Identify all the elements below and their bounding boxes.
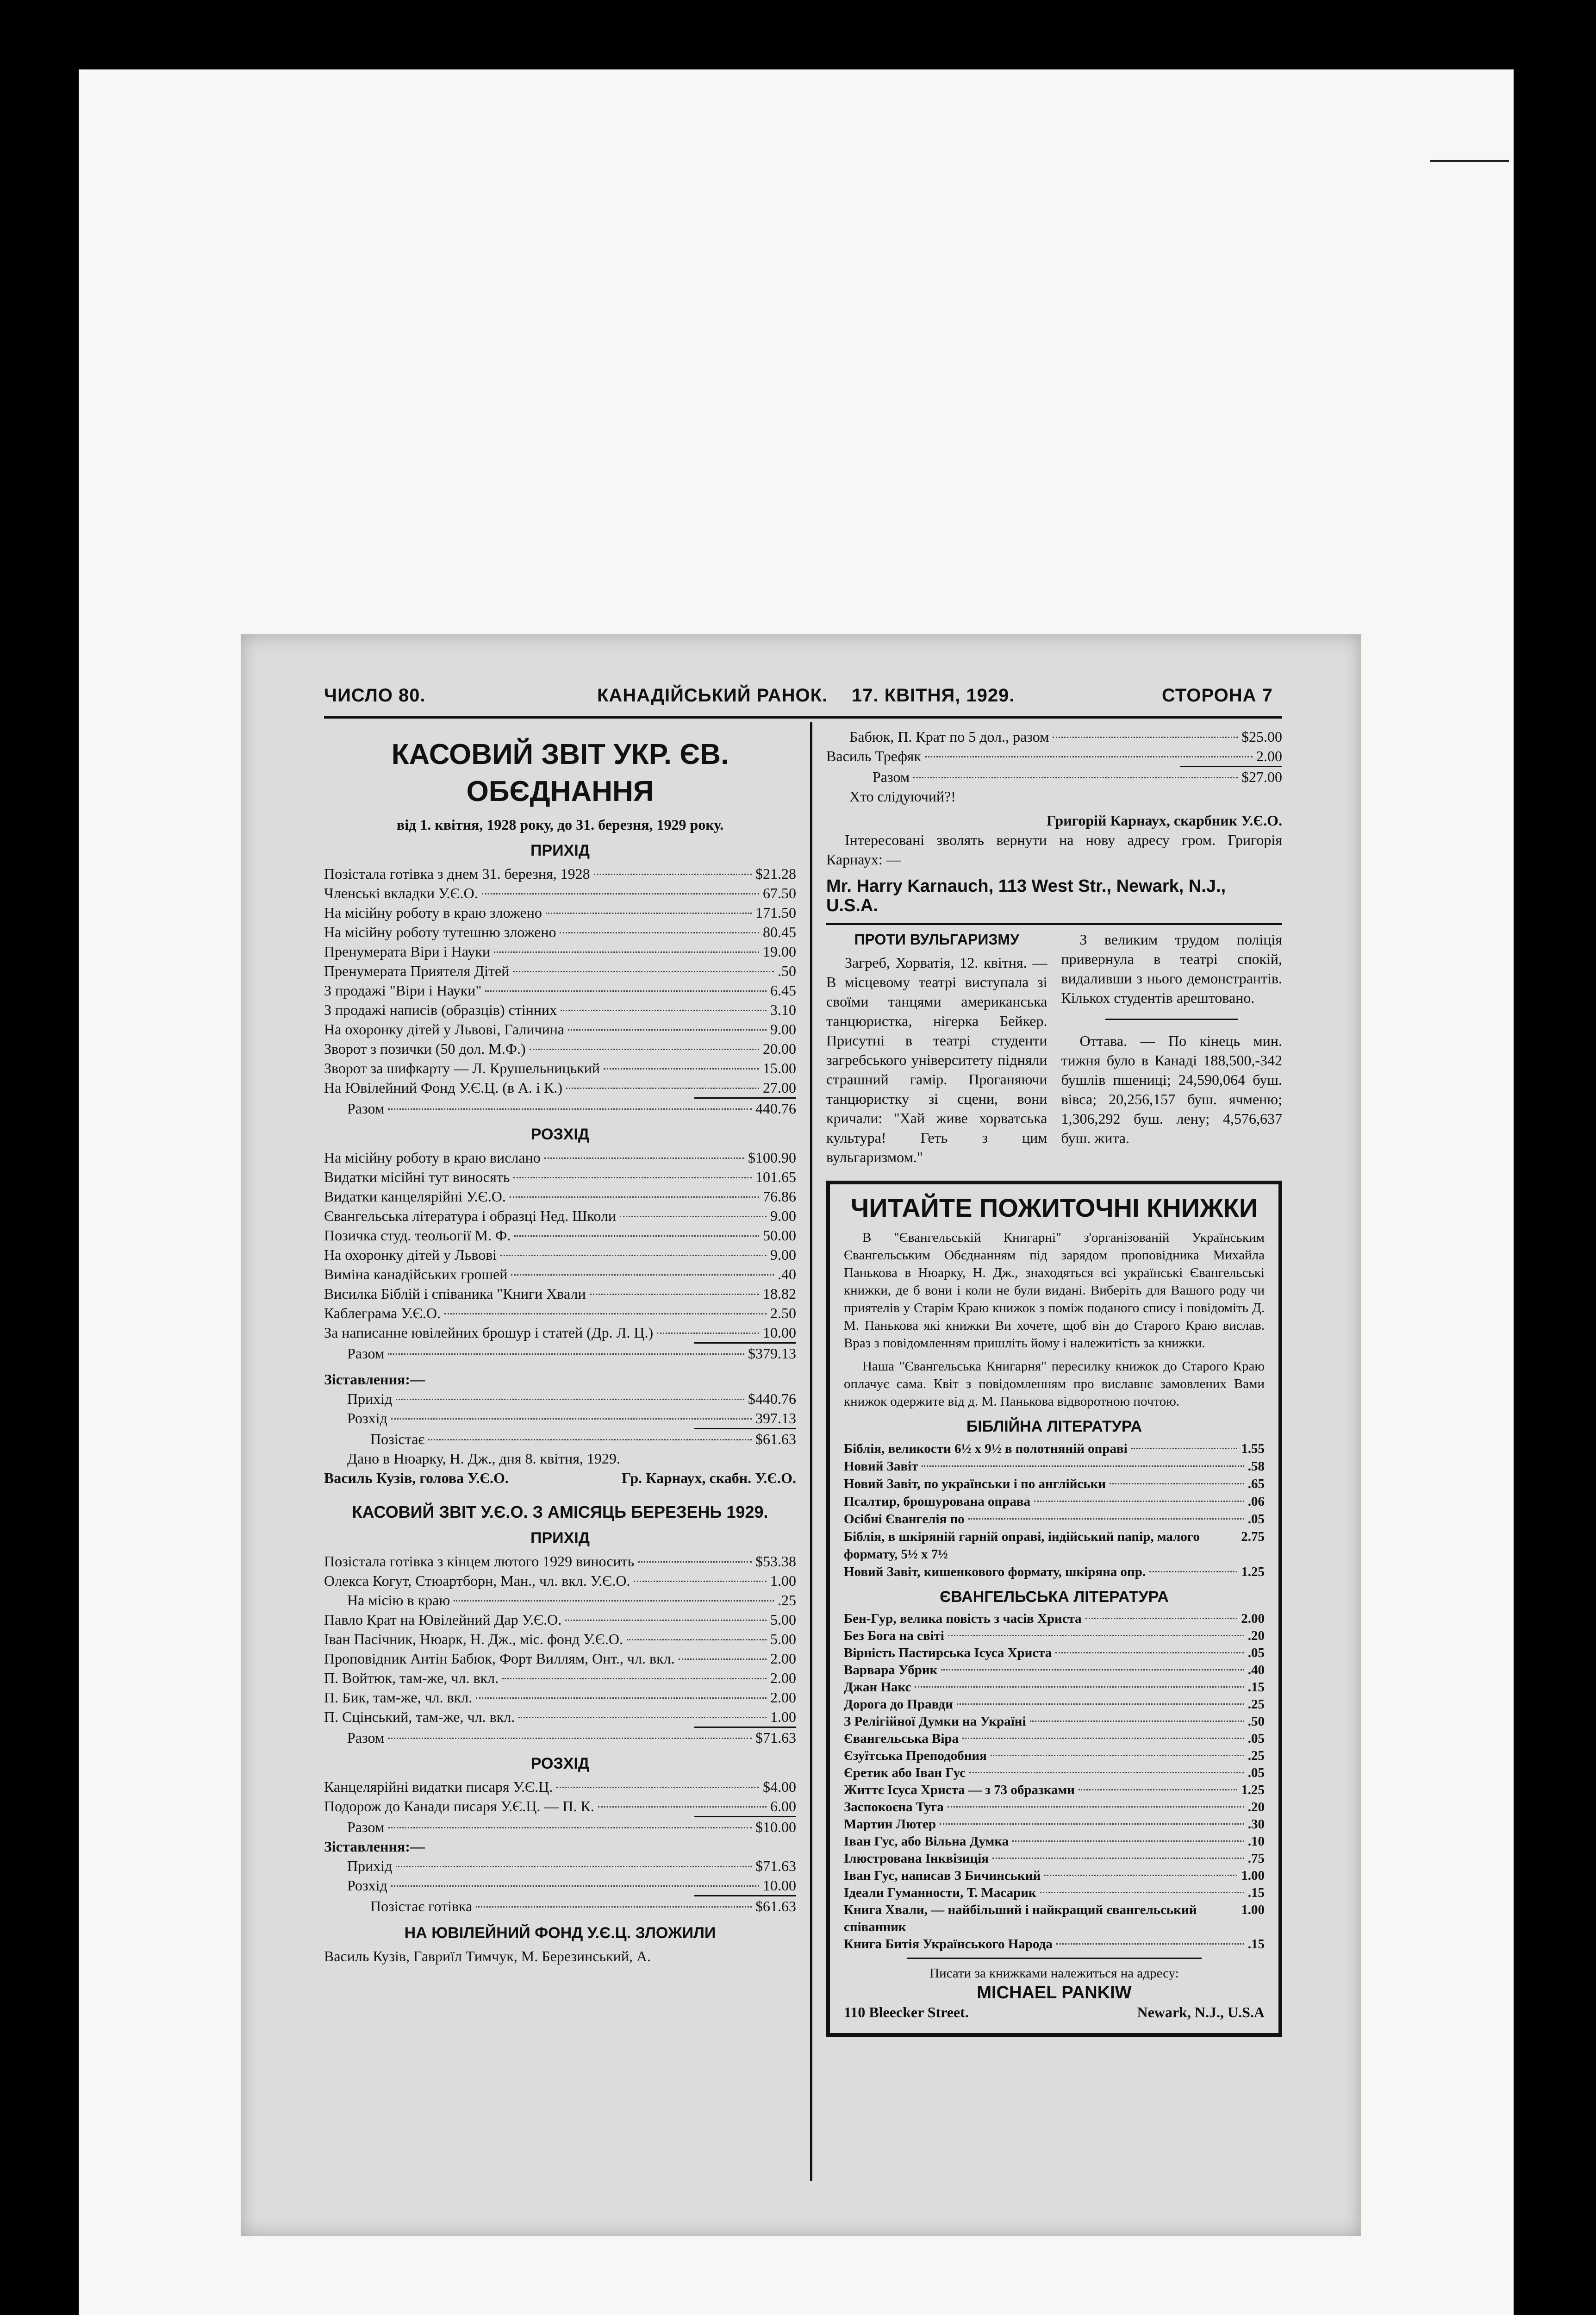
report2-income-total: Разом $71.63: [347, 1729, 796, 1746]
book-row: Мартин Лютер .30: [844, 1817, 1265, 1832]
report2-title: КАСОВИЙ ЗВІТ У.Є.О. З АМІСЯЦЬ БЕРЕЗЕНЬ 1929.: [352, 1502, 768, 1521]
report1-remain: Позістає $61.63: [370, 1431, 796, 1447]
book-row: Єретик або Іван Гус .05: [844, 1765, 1265, 1780]
ledger-row: Членські вкладки У.Є.О. 67.50: [324, 885, 796, 901]
book-row: Варвара Убрик .40: [844, 1663, 1265, 1677]
ledger-row: Євангельська література і образці Нед. Школи 9.00: [324, 1208, 796, 1224]
issue-date: 17. КВІТНЯ, 1929.: [852, 685, 1015, 706]
report1-title: КАСОВИЙ ЗВІТ УКР. ЄВ. ОБЄДНАННЯ: [391, 738, 729, 807]
issue-number: ЧИСЛО 80.: [324, 685, 426, 706]
vulgarism-right: [1061, 930, 1283, 1167]
ledger-row: На місію в краю .25: [347, 1592, 796, 1608]
ledger-row: На місійну роботу в краю зложено 171.50: [324, 904, 796, 921]
book-row: Новий Завіт .58: [844, 1459, 1265, 1474]
summary-row: Прихід $71.63: [347, 1858, 796, 1874]
ledger-row: Зворот з позички (50 дол. М.Ф.) 20.00: [324, 1040, 796, 1057]
ad-rule: [907, 1958, 1201, 1959]
bible-list: [844, 1440, 1265, 1581]
report1-summary-heading: Зіставлення:—: [324, 1371, 425, 1388]
who-next: Хто слідуючий?!: [849, 788, 956, 805]
ledger-row: Пренумерата Приятеля Дітей .50: [324, 963, 796, 979]
book-row: Біблія, великости 6½ x 9½ в полотняній оправі 1.55: [844, 1441, 1265, 1456]
karnauch-address: Mr. Harry Karnauch, 113 West Str., Newark, N.J., U.S.A.: [826, 876, 1226, 915]
report1-expense-list: [324, 1148, 796, 1342]
ledger-row: На місійну роботу в краю вислано $100.90: [324, 1149, 796, 1166]
ledger-row: Проповідник Антін Бабюк, Форт Виллям, Онт., чл. вкл. 2.00: [324, 1650, 796, 1667]
book-row: Життє Ісуса Христа — з 73 образками 1.25: [844, 1783, 1265, 1797]
report2-summary-heading: Зіставлення:—: [324, 1838, 425, 1855]
bible-heading: БІБЛІЙНА ЛІТЕРАТУРА: [966, 1418, 1142, 1435]
gospel-list: [844, 1610, 1265, 1953]
vulgarism-continued: З великим трудом поліція привернула в театрі спокій, видаливши з нього демонстрантів. Кількох студентів арештовано.: [1061, 931, 1282, 1006]
book-row: З Релігійної Думки на Україні .50: [844, 1714, 1265, 1729]
ledger-row: На місійну роботу тутешню зложено 80.45: [324, 924, 796, 940]
report1-signatures: [324, 1468, 796, 1488]
report2-expense-total: Разом $10.00: [347, 1819, 796, 1835]
report2-fund-heading: НА ЮВІЛЕЙНИЙ ФОНД У.Є.Ц. ЗЛОЖИЛИ: [404, 1924, 716, 1942]
ledger-row: На охоронку дітей у Львові, Галичина 9.00: [324, 1021, 796, 1038]
report1-period: від 1. квітня, 1928 року, до 31. березня, 1929 року.: [396, 816, 724, 833]
book-row: Єзуїтська Преподобния .25: [844, 1748, 1265, 1763]
pankiw-name: MICHAEL PANKIW: [977, 1983, 1132, 2002]
ledger-row: Каблеграма У.Є.О. 2.50: [324, 1305, 796, 1321]
right-column: [826, 727, 1282, 2037]
ledger-row: Виміна канадійських грошей .40: [324, 1266, 796, 1283]
page-number: СТОРОНА 7: [1162, 685, 1273, 706]
report2-income-heading: ПРИХІД: [530, 1529, 590, 1547]
report1-expense-heading: РОЗХІД: [530, 1126, 590, 1143]
vulgarism-article: [826, 930, 1282, 1167]
book-row: Новий Завіт, по українськи і по англійськи .65: [844, 1477, 1265, 1491]
book-row: Ілюстрована Інквізиція .75: [844, 1851, 1265, 1866]
section-rule: [826, 923, 1282, 925]
ledger-row: Позичка студ. теольогії М. Ф. 50.00: [324, 1227, 796, 1244]
book-row: Заспокоєна Туга .20: [844, 1800, 1265, 1814]
ledger-row: Видатки місійні тут виносять 101.65: [324, 1169, 796, 1185]
book-row: Бен-Гур, велика повість з часів Христа 2.00: [844, 1611, 1265, 1626]
book-row: Ідеали Гуманности, Т. Масарик .15: [844, 1885, 1265, 1900]
ledger-row: Іван Пасічник, Нюарк, Н. Дж., міс. фонд У.Є.О. 5.00: [324, 1631, 796, 1647]
book-row: Євангельська Віра .05: [844, 1731, 1265, 1746]
ledger-row: Видатки канцелярійні У.Є.О. 76.86: [324, 1188, 796, 1205]
header-rule: [324, 716, 1282, 719]
book-row: Дорога до Правди .25: [844, 1697, 1265, 1712]
summary-row: Прихід $440.76: [347, 1390, 796, 1407]
vulgarism-text: Загреб, Хорватія, 12. квітня. — В місцевому театрі виступала зі своїми танцями американська танцюристка, нігерка Бейкер. Присутні в театрі студенти загребського університету підняли страшний гамір. Проганяючи танцюристку зі сцени, вони кричали: "Хай живе хорватська культура! Геть з цим вульгаризмом.": [826, 954, 1047, 1165]
ledger-row: Висилка Біблій і співаника "Книги Хвали 18.82: [324, 1285, 796, 1302]
books-para1: В "Євангельській Книгарні" з'організованій Українським Євангельським Обєднанням під зарядом проповідника Михайла Панькова в Нюарку, Н. Дж., знаходяться всі українські Євангельські книжки, де б вони і коли не були видані. Виберіть для Вашого роду чи приятелів у Старім Краю книжок з поміж поданого спису і повідоміть Д. М. Панькова які книжки Ви хочете, щоб він до Старого Краю вислав. Враз з повідомленням пришліть йому і належитість за книжки.: [844, 1230, 1265, 1351]
right-top-total: Разом $27.00: [873, 769, 1282, 785]
newspaper-name: КАНАДІЙСЬКИЙ РАНОК.: [597, 685, 828, 706]
ledger-row: П. Войтюк, там-же, чл. вкл. 2.00: [324, 1670, 796, 1686]
book-row: Осібні Євангелія по .05: [844, 1512, 1265, 1527]
newspaper-page: [241, 634, 1361, 2236]
pankiw-street: 110 Bleecker Street.: [844, 2004, 969, 2021]
page-header: [324, 685, 1282, 713]
signature-chairman: Василь Кузів, голова У.Є.О.: [324, 1470, 509, 1486]
ledger-row: Бабюк, П. Крат по 5 дол., разом $25.00: [849, 728, 1282, 745]
gospel-heading: ЄВАНГЕЛЬСЬКА ЛІТЕРАТУРА: [940, 1588, 1169, 1606]
report1-dated: Дано в Нюарку, Н. Дж., дня 8. квітня, 1929.: [347, 1450, 620, 1467]
ledger-row: Зворот за шифкарту — Л. Крушельницький 15.00: [324, 1060, 796, 1076]
ledger-row: Василь Трефяк 2.00: [826, 748, 1282, 764]
report1-expense-total: Разом $379.13: [347, 1345, 796, 1362]
books-title: ЧИТАЙТЕ ПОЖИТОЧНІ КНИЖКИ: [850, 1193, 1258, 1222]
pankiw-address: [844, 2002, 1265, 2022]
frame-mark: [1430, 160, 1509, 162]
book-row: Псалтир, брошурована оправа .06: [844, 1494, 1265, 1509]
summary-row: Розхід 10.00: [347, 1877, 796, 1894]
book-row: Іван Гус, або Вільна Думка .10: [844, 1834, 1265, 1849]
report2-fund-names: Василь Кузів, Гавриїл Тимчук, М. Березинський, А.: [324, 1948, 651, 1965]
book-row: Вірність Пастирська Ісуса Христа .05: [844, 1646, 1265, 1660]
books-ad: [826, 1181, 1282, 2037]
report1-income-total: Разом 440.76: [347, 1100, 796, 1117]
column-rule: [810, 722, 812, 2181]
ledger-row: На охоронку дітей у Львові 9.00: [324, 1246, 796, 1263]
book-row: Без Бога на світі .20: [844, 1628, 1265, 1643]
ledger-row: Олекса Когут, Стюартборн, Ман., чл. вкл. У.Є.О. 1.00: [324, 1572, 796, 1589]
ledger-row: Павло Крат на Ювілейний Дар У.Є.О. 5.00: [324, 1611, 796, 1628]
summary-row: Розхід 397.13: [347, 1410, 796, 1427]
page-content: [324, 685, 1282, 2185]
report2-income-list: [324, 1552, 796, 1727]
book-row: Книга Битія Українського Народа .15: [844, 1937, 1265, 1952]
vulgarism-heading: ПРОТИ ВУЛЬГАРИЗМУ: [854, 931, 1019, 948]
treasurer-signature: Григорій Карнаух, скарбник У.Є.О.: [1047, 812, 1282, 829]
article-rule: [1105, 1019, 1238, 1020]
ledger-row: П. Бик, там-же, чл. вкл. 2.00: [324, 1689, 796, 1706]
report1-income-list: [324, 864, 796, 1097]
report2-expense-heading: РОЗХІД: [530, 1755, 590, 1772]
ledger-row: Позістала готівка з днем 31. березня, 1928 $21.28: [324, 865, 796, 882]
ottawa-news: Оттава. — По кінець мин. тижня було в Канаді 188,500,-342 бушлів пшениці; 24,590,064 буш. вівса; 20,256,157 буш. ячменю; 1,306,292 буш. лену; 4,576,637 буш. жита.: [1061, 1032, 1282, 1146]
ledger-row: Позістала готівка з кінцем лютого 1929 виносить $53.38: [324, 1553, 796, 1570]
report2-remain: Позістає готівка $61.63: [370, 1898, 796, 1915]
ledger-row: Подорож до Канади писаря У.Є.Ц. — П. К. 6.00: [324, 1798, 796, 1814]
ledger-row: П. Сцінський, там-же, чл. вкл. 1.00: [324, 1708, 796, 1725]
book-row: Джан Накс .15: [844, 1680, 1265, 1695]
ledger-row: Канцелярійні видатки писаря У.Є.Ц. $4.00: [324, 1778, 796, 1795]
ledger-row: Пренумерата Віри і Науки 19.00: [324, 943, 796, 960]
report1-income-heading: ПРИХІД: [530, 842, 590, 859]
address-notice: Інтересовані зволять вернути на нову адресу гром. Григорія Карнаух: —: [826, 832, 1282, 868]
signature-treasurer: Гр. Карнаух, скабн. У.Є.О.: [622, 1470, 796, 1486]
book-row: Біблія, в шкіряній гарній оправі, індійський папір, малого формату, 5½ x 7½ 2.75: [844, 1529, 1265, 1562]
book-row: Іван Гус, написав З Бичинський 1.00: [844, 1868, 1265, 1883]
book-row: Книга Хвали, — найбільший і найкращий євангельський співанник 1.00: [844, 1902, 1265, 1934]
vulgarism-left: [826, 930, 1047, 1167]
pankiw-city: Newark, N.J., U.S.A: [1137, 2004, 1265, 2021]
ledger-row: На Ювілейний Фонд У.Є.Ц. (в А. і К.) 27.00: [324, 1079, 796, 1096]
order-note: Писати за книжками належиться на адресу:: [929, 1966, 1179, 1981]
ledger-row: З продажі "Віри і Науки" 6.45: [324, 982, 796, 999]
books-para2: Наша "Євангельська Книгарня" пересилку книжок до Старого Краю оплачує сама. Квіт з повідомленням про виславнє замовлених Вами книжок одержите від д. М. Панькова відворотною почтою.: [844, 1359, 1265, 1409]
ledger-row: З продажі написів (образців) стінних 3.10: [324, 1001, 796, 1018]
ledger-row: За написанне ювілейних брошур і статей (Др. Л. Ц.) 10.00: [324, 1324, 796, 1341]
left-column: [324, 732, 796, 1966]
book-row: Новий Завіт, кишенкового формату, шкіряна опр. 1.25: [844, 1564, 1265, 1579]
